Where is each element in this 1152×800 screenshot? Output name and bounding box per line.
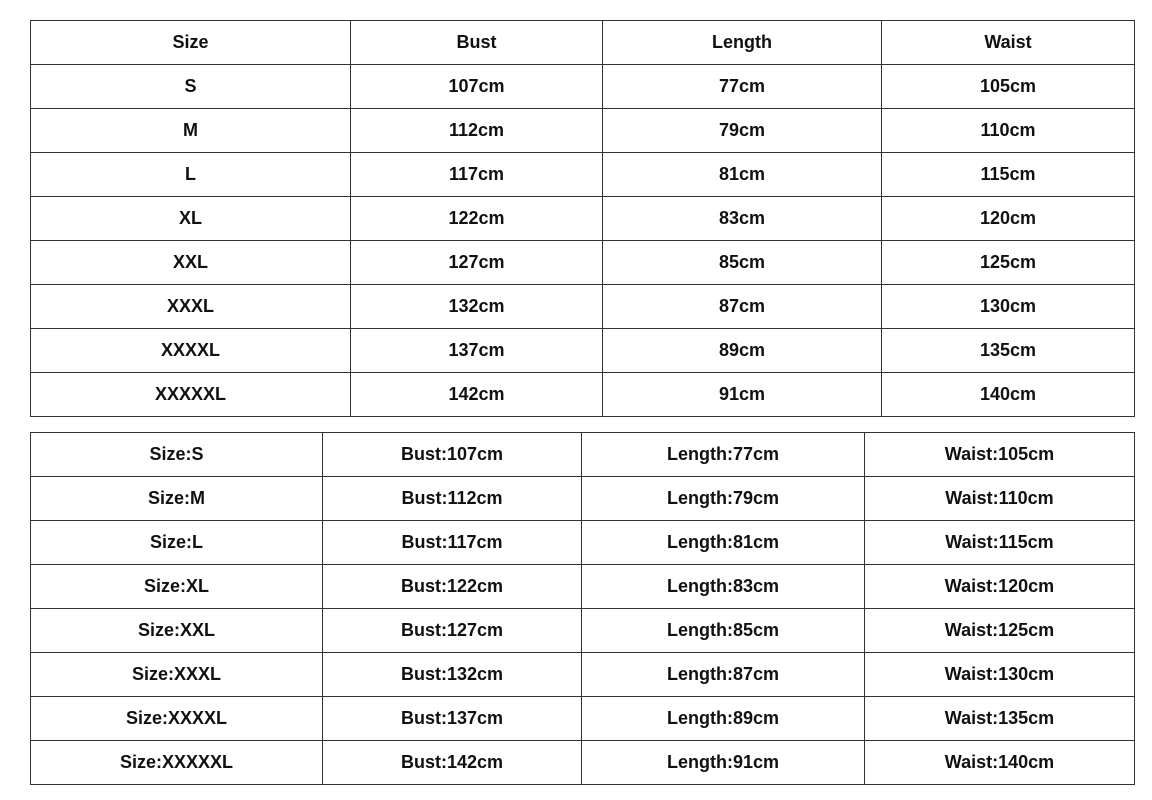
length-cell: 83cm: [603, 197, 882, 241]
header-bust: Bust: [351, 21, 603, 65]
waist-cell: Waist:135cm: [865, 697, 1135, 741]
length-cell: 89cm: [603, 329, 882, 373]
bust-cell: Bust:132cm: [323, 653, 582, 697]
waist-cell: 120cm: [882, 197, 1135, 241]
size-cell: S: [31, 65, 351, 109]
size-cell: Size:S: [31, 433, 323, 477]
table-row: [31, 697, 1135, 741]
size-chart-table: [30, 20, 1135, 417]
header-size: Size: [31, 21, 351, 65]
table-row: [31, 373, 1135, 417]
waist-cell: 130cm: [882, 285, 1135, 329]
table-row: [31, 241, 1135, 285]
size-cell: L: [31, 153, 351, 197]
size-detail-table: [30, 432, 1135, 785]
bust-cell: Bust:142cm: [323, 741, 582, 785]
table-row: [31, 609, 1135, 653]
length-cell: 81cm: [603, 153, 882, 197]
bust-cell: Bust:137cm: [323, 697, 582, 741]
table-row: [31, 197, 1135, 241]
length-cell: Length:89cm: [582, 697, 865, 741]
bust-cell: Bust:127cm: [323, 609, 582, 653]
table-row: [31, 109, 1135, 153]
size-cell: XXL: [31, 241, 351, 285]
table-row: [31, 521, 1135, 565]
table-row: [31, 565, 1135, 609]
length-cell: Length:79cm: [582, 477, 865, 521]
size-cell: Size:M: [31, 477, 323, 521]
length-cell: Length:77cm: [582, 433, 865, 477]
bust-cell: 122cm: [351, 197, 603, 241]
table-row: [31, 741, 1135, 785]
length-cell: Length:85cm: [582, 609, 865, 653]
waist-cell: Waist:110cm: [865, 477, 1135, 521]
table-row: [31, 653, 1135, 697]
bust-cell: 107cm: [351, 65, 603, 109]
bust-cell: 117cm: [351, 153, 603, 197]
table-row: [31, 329, 1135, 373]
header-length: Length: [603, 21, 882, 65]
waist-cell: Waist:105cm: [865, 433, 1135, 477]
table-header-row: [31, 21, 1135, 65]
waist-cell: Waist:115cm: [865, 521, 1135, 565]
length-cell: 91cm: [603, 373, 882, 417]
table-row: [31, 477, 1135, 521]
bust-cell: Bust:107cm: [323, 433, 582, 477]
waist-cell: Waist:140cm: [865, 741, 1135, 785]
size-cell: XXXXL: [31, 329, 351, 373]
header-waist: Waist: [882, 21, 1135, 65]
size-cell: XXXXXL: [31, 373, 351, 417]
table-row: [31, 153, 1135, 197]
length-cell: 77cm: [603, 65, 882, 109]
table-row: [31, 65, 1135, 109]
length-cell: 85cm: [603, 241, 882, 285]
bust-cell: 142cm: [351, 373, 603, 417]
bust-cell: Bust:122cm: [323, 565, 582, 609]
size-cell: XL: [31, 197, 351, 241]
length-cell: Length:91cm: [582, 741, 865, 785]
bust-cell: Bust:112cm: [323, 477, 582, 521]
bust-cell: 112cm: [351, 109, 603, 153]
size-cell: Size:XXXXL: [31, 697, 323, 741]
waist-cell: Waist:120cm: [865, 565, 1135, 609]
size-cell: Size:XL: [31, 565, 323, 609]
length-cell: 87cm: [603, 285, 882, 329]
size-cell: M: [31, 109, 351, 153]
table-row: [31, 285, 1135, 329]
waist-cell: 115cm: [882, 153, 1135, 197]
size-cell: Size:XXXL: [31, 653, 323, 697]
length-cell: 79cm: [603, 109, 882, 153]
bust-cell: 137cm: [351, 329, 603, 373]
waist-cell: 135cm: [882, 329, 1135, 373]
size-cell: Size:XXXXXL: [31, 741, 323, 785]
length-cell: Length:87cm: [582, 653, 865, 697]
waist-cell: 125cm: [882, 241, 1135, 285]
bust-cell: 127cm: [351, 241, 603, 285]
bust-cell: 132cm: [351, 285, 603, 329]
size-cell: Size:XXL: [31, 609, 323, 653]
length-cell: Length:83cm: [582, 565, 865, 609]
waist-cell: 110cm: [882, 109, 1135, 153]
bust-cell: Bust:117cm: [323, 521, 582, 565]
waist-cell: 140cm: [882, 373, 1135, 417]
waist-cell: Waist:130cm: [865, 653, 1135, 697]
waist-cell: 105cm: [882, 65, 1135, 109]
length-cell: Length:81cm: [582, 521, 865, 565]
waist-cell: Waist:125cm: [865, 609, 1135, 653]
size-cell: XXXL: [31, 285, 351, 329]
table-row: [31, 433, 1135, 477]
size-cell: Size:L: [31, 521, 323, 565]
